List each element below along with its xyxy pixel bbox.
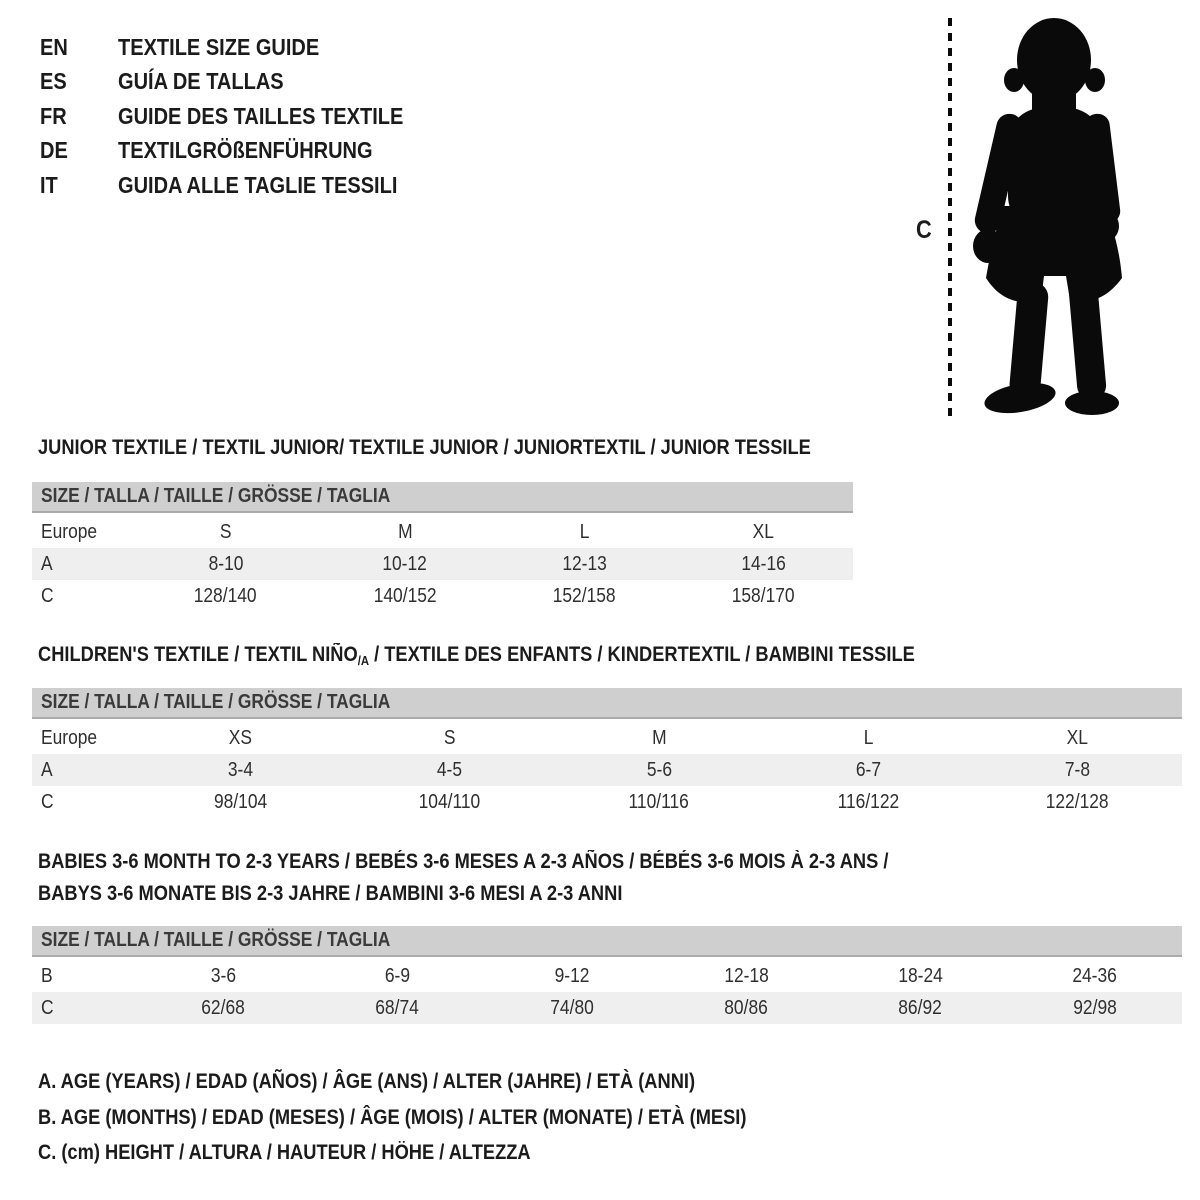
row-label: C bbox=[41, 997, 54, 1019]
children-table-header: SIZE / TALLA / TAILLE / GRÖSSE / TAGLIA bbox=[32, 688, 1182, 719]
legend-age-months: B. AGE (MONTHS) / EDAD (MESES) / ÂGE (MOIS) / ALTER (MONATE) / ETÀ (MESI) bbox=[38, 1106, 747, 1129]
babies-row-months: B 3-6 6-9 9-12 12-18 18-24 24-36 bbox=[32, 960, 1182, 992]
lang-title-en: TEXTILE SIZE GUIDE bbox=[118, 33, 320, 60]
children-size-table bbox=[32, 688, 1182, 818]
children-row-europe: Europe XS S M L XL bbox=[32, 722, 1182, 754]
junior-row-age: A 8-10 10-12 12-13 14-16 bbox=[32, 548, 853, 580]
lang-title-it: GUIDA ALLE TAGLIE TESSILI bbox=[118, 171, 398, 198]
children-row-height: C 98/104 104/110 110/116 116/122 122/128 bbox=[32, 786, 1182, 818]
junior-section-title: JUNIOR TEXTILE / TEXTIL JUNIOR/ TEXTILE JUNIOR / JUNIORTEXTIL / JUNIOR TESSILE bbox=[38, 436, 811, 459]
lang-title-fr: GUIDE DES TAILLES TEXTILE bbox=[118, 102, 404, 129]
lang-row-de bbox=[40, 134, 446, 169]
language-title-list bbox=[40, 30, 446, 203]
toddler-silhouette-icon bbox=[968, 16, 1140, 416]
lang-code-it: IT bbox=[40, 171, 58, 198]
babies-section-title-line1: BABIES 3-6 MONTH TO 2-3 YEARS / BEBÉS 3-6 MESES A 2-3 AÑOS / BÉBÉS 3-6 MOIS À 2-3 ANS / bbox=[38, 850, 889, 873]
legend-height-cm: C. (cm) HEIGHT / ALTURA / HAUTEUR / HÖHE / ALTEZZA bbox=[38, 1141, 531, 1164]
nino-a-subscript: /A bbox=[357, 653, 370, 668]
junior-size-table bbox=[32, 482, 853, 612]
junior-row-height: C 128/140 140/152 152/158 158/170 bbox=[32, 580, 853, 612]
lang-row-it bbox=[40, 168, 446, 203]
lang-code-fr: FR bbox=[40, 102, 67, 129]
toddler-silhouette-shapes bbox=[972, 18, 1122, 416]
row-label: Europe bbox=[41, 521, 98, 543]
lang-row-en bbox=[40, 30, 446, 65]
lang-code-es: ES bbox=[40, 68, 67, 95]
height-measure-label: C bbox=[916, 216, 932, 244]
lang-code-en: EN bbox=[40, 33, 68, 60]
lang-row-es bbox=[40, 65, 446, 100]
babies-section-title-line2: BABYS 3-6 MONATE BIS 2-3 JAHRE / BAMBINI 3-6 MESI A 2-3 ANNI bbox=[38, 882, 623, 905]
row-label: B bbox=[41, 965, 53, 987]
babies-table-header: SIZE / TALLA / TAILLE / GRÖSSE / TAGLIA bbox=[32, 926, 1182, 957]
lang-code-de: DE bbox=[40, 137, 68, 164]
row-label: A bbox=[41, 759, 53, 781]
legend-age-years: A. AGE (YEARS) / EDAD (AÑOS) / ÂGE (ANS) / ALTER (JAHRE) / ETÀ (ANNI) bbox=[38, 1070, 696, 1093]
lang-row-fr bbox=[40, 99, 446, 134]
row-label: Europe bbox=[41, 727, 98, 749]
babies-row-height: C 62/68 68/74 74/80 80/86 86/92 92/98 bbox=[32, 992, 1182, 1024]
row-label: A bbox=[41, 553, 53, 575]
lang-title-de: TEXTILGRÖßENFÜHRUNG bbox=[118, 137, 373, 164]
junior-row-europe: Europe S M L XL bbox=[32, 516, 853, 548]
children-row-age: A 3-4 4-5 5-6 6-7 7-8 bbox=[32, 754, 1182, 786]
children-section-title: CHILDREN'S TEXTILE / TEXTIL $NIÑO_{/A}$ / TEXTILE DES ENFANTS / KINDERTEXTIL / BAMBINI TESSILE bbox=[38, 643, 915, 668]
babies-size-table bbox=[32, 926, 1182, 1024]
row-label: C bbox=[41, 791, 54, 813]
lang-title-es: GUÍA DE TALLAS bbox=[118, 68, 284, 95]
row-label: C bbox=[41, 585, 54, 607]
height-measure-dashed-line bbox=[948, 18, 952, 416]
junior-table-header: SIZE / TALLA / TAILLE / GRÖSSE / TAGLIA bbox=[32, 482, 853, 513]
